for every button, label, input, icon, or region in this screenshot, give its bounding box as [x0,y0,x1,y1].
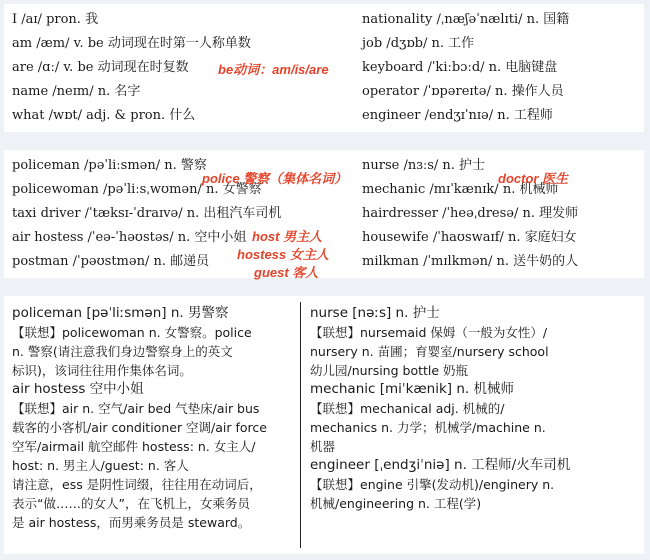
vocab-item: job /dʒɒb/ n. 工作 [362,36,475,51]
dict-line: 请注意，ess 是阴性词缀，往往用在动词后， [12,477,262,492]
dict-line: 【联想】policewoman n. 女警察。police [12,325,252,340]
vocab-item: policewoman /pəˈliːsˌwʊmən/ n. 女警察 [12,182,262,197]
dict-line: 【联想】mechanical adj. 机械的/ [310,401,505,416]
be-verb-note: be动词：am/is/are [218,62,329,77]
vocab-item: hairdresser /ˈheəˌdresə/ n. 理发师 [362,206,579,221]
dict-line: 【联想】nursemaid 保姆（一般为女性）/ [310,325,548,340]
vocab-item: housewife /ˈhaʊswaɪf/ n. 家庭妇女 [362,230,577,245]
vocab-item: operator /ˈɒpəreɪtə/ n. 操作人员 [362,84,564,99]
dict-line: 表示“做……的女人”，在飞机上，女乘务员 [12,496,250,511]
vocab-item: are /ɑː/ v. be 动词现在时复数 [12,60,189,75]
vocab-item: nationality /ˌnæʃəˈnælɪti/ n. 国籍 [362,12,570,27]
police-note: police 警察（集体名词） [202,171,348,186]
dict-line: 空军/airmail 航空邮件 hostess: n. 女主人/ [12,439,256,454]
vocab-panel-basic [4,4,644,132]
vocab-item: postman /ˈpəʊstmən/ n. 邮递员 [12,254,210,269]
dict-line: 是 air hostess，而男乘务员是 steward。 [12,515,251,530]
vocab-item: taxi driver /ˈtæksɪ-ˈdraɪvə/ n. 出租汽车司机 [12,206,282,221]
host-note: host 男主人 [252,229,323,244]
vocab-item: policeman /pəˈliːsmən/ n. 警察 [12,158,207,173]
dict-headword: policeman [pəˈliːsmən] n. 男警察 [12,305,229,321]
vocab-item: I /aɪ/ pron. 我 [12,12,99,27]
doctor-note: doctor 医生 [498,171,569,186]
vocab-item: mechanic /mɪˈkænɪk/ n. 机械师 [362,182,559,197]
dict-headword: mechanic [miˈkænik] n. 机械师 [310,381,515,397]
dict-line: 机器 [310,439,336,454]
dict-line: host: n. 男主人/guest: n. 客人 [12,458,189,473]
column-divider [300,302,301,548]
vocab-panel-jobs [4,150,644,278]
dict-line: mechanics n. 力学；机械学/machine n. [310,420,546,435]
dict-line: 标识)，该词往往用作集体名词。 [12,363,192,378]
vocab-item: keyboard /ˈkiːbɔːd/ n. 电脑键盘 [362,60,558,75]
dict-line: 【联想】engine 引擎(发动机)/enginery n. [310,477,555,492]
vocab-item: name /neɪm/ n. 名字 [12,84,141,99]
dict-line: 【联想】air n. 空气/air bed 气垫床/air bus [12,401,260,416]
vocab-item: engineer /endʒɪˈnɪə/ n. 工程师 [362,108,553,123]
dict-headword: nurse [nəːs] n. 护士 [310,305,440,321]
vocab-item: milkman /ˈmɪlkmən/ n. 送牛奶的人 [362,254,579,269]
dictionary-panel [4,296,644,554]
vocab-item: nurse /nɜːs/ n. 护士 [362,158,486,173]
hostess-note: hostess 女主人 [237,247,329,262]
dict-line: nursery n. 苗圃；育婴室/nursery school [310,344,549,359]
dict-line: 载客的小客机/air conditioner 空调/air force [12,420,267,435]
guest-note: guest 客人 [254,265,319,280]
vocab-item: am /æm/ v. be 动词现在时第一人称单数 [12,36,251,51]
vocab-item: what /wɒt/ adj. & pron. 什么 [12,108,196,123]
dict-line: 幼儿园/nursing bottle 奶瓶 [310,363,469,378]
dict-headword: engineer [ˌendʒiˈniə] n. 工程师/火车司机 [310,457,571,473]
vocab-item: air hostess /ˈeə-ˈhəʊstəs/ n. 空中小姐 [12,230,247,245]
dict-line: 机械/engineering n. 工程(学) [310,496,482,511]
dict-headword: air hostess 空中小姐 [12,381,144,397]
dict-line: n. 警察(请注意我们身边警察身上的英文 [12,344,233,359]
